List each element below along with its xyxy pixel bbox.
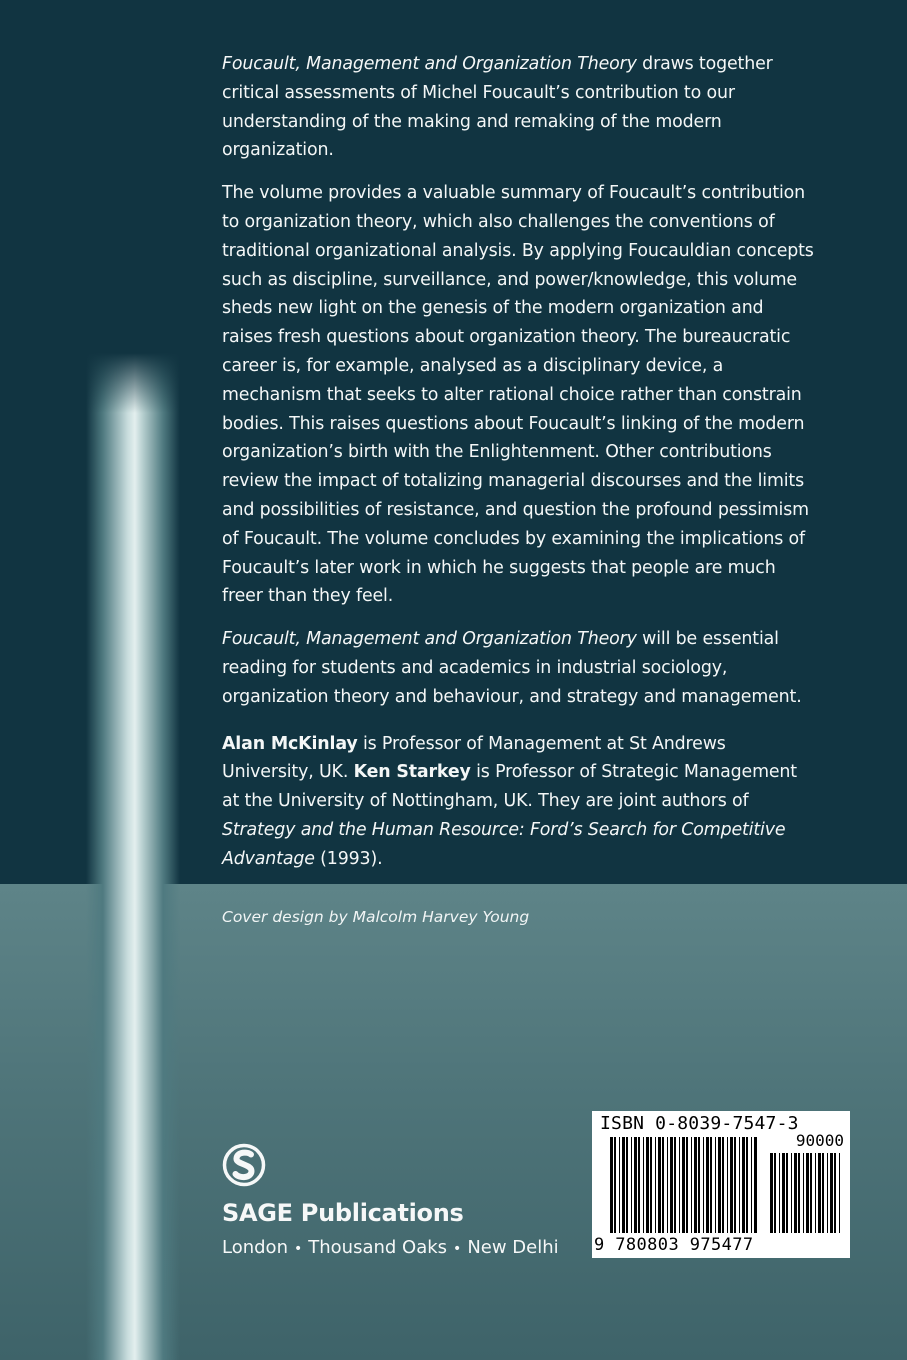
previous-book-title: Strategy and the Human Resource: Ford’s Search for Competitive Advantage	[222, 819, 786, 869]
isbn-barcode	[592, 1111, 850, 1258]
publication-year: (1993).	[314, 848, 383, 869]
author-name: Alan McKinlay	[222, 733, 358, 754]
city-new-delhi: New Delhi	[467, 1237, 559, 1258]
author-bio	[222, 730, 814, 874]
author-bio-text: is Professor of Strategic Management at the University of Nottingham, UK. They are joint authors of	[222, 762, 797, 812]
isbn-number: ISBN 0-8039-7547-3	[600, 1113, 799, 1134]
author-bio-text: is Professor of Management at St Andrews University, UK.	[222, 733, 726, 783]
separator-dot: •	[453, 1241, 462, 1257]
city-london: London	[222, 1237, 288, 1258]
ean-digits: 9 780803 975477	[594, 1235, 754, 1255]
paragraph-text: will be essential reading for students and academics in industrial sociology, organization theory and behaviour, and strategy and management.	[222, 629, 802, 707]
author-name: Ken Starkey	[353, 762, 471, 783]
publisher-name: SAGE Publications	[222, 1199, 464, 1227]
back-cover-text	[222, 50, 814, 874]
description-paragraph-3	[222, 625, 814, 711]
cover-design-credit: Cover design by Malcolm Harvey Young	[222, 908, 530, 926]
city-thousand-oaks: Thousand Oaks	[308, 1237, 448, 1258]
separator-dot: •	[293, 1241, 303, 1257]
publisher-cities	[222, 1237, 559, 1258]
description-paragraph-2: The volume provides a valuable summary of Foucault’s contribution to organization theory, which also challenges the conventions of traditional organizational analysis. By applying Foucauldian concepts such as discipline, surveillance, and power/knowledge, this volume sheds new light on the genesis of the modern organization and raises fresh questions about organization theory. The bureaucratic career is, for example, analysed as a disciplinary device, a mechanism that seeks to alter rational choice rather than constrain bodies. This raises questions about Foucault’s linking of the modern organization’s birth with the Enlightenment. Other contributions review the impact of totalizing managerial discourses and the limits and possibilities of resistance, and question the profound pessimism of Foucault. The volume concludes by examining the implications of Foucault’s later work in which he suggests that people are much freer than they feel.	[222, 183, 814, 607]
book-title-italic: Foucault, Management and Organization Theory	[222, 54, 637, 74]
paragraph-text: draws together critical assessments of Michel Foucault’s contribution to our understanding of the making and remaking of the modern organization.	[222, 54, 773, 161]
price-code: 90000	[795, 1131, 844, 1150]
sage-s-logo-icon	[222, 1137, 266, 1193]
light-beam-decoration	[86, 353, 180, 1360]
description-paragraph-1	[222, 50, 814, 165]
book-title-italic: Foucault, Management and Organization Theory	[222, 629, 637, 650]
